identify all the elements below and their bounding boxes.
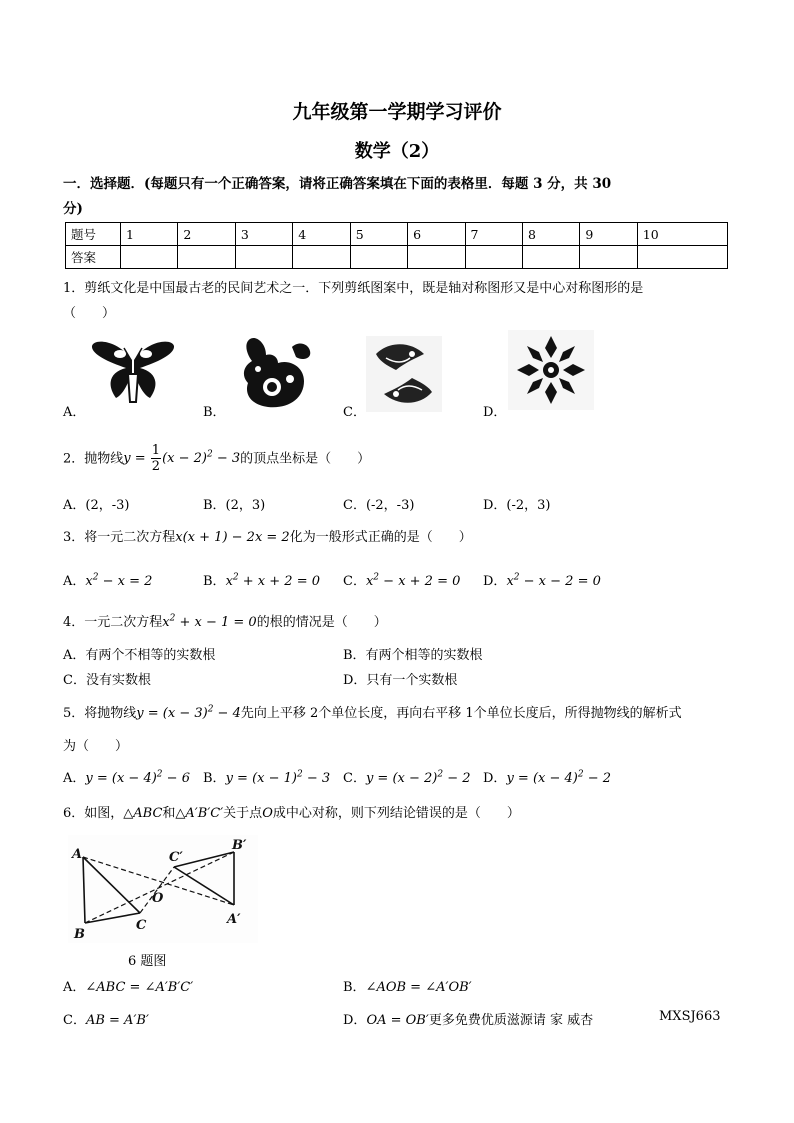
q6-option-d: D．OA = OB′更多免费优质滋源请 家 威杏	[343, 1013, 594, 1028]
number-cell: 7	[465, 223, 522, 246]
q5-stem	[63, 702, 682, 721]
rabbit-papercut-icon	[232, 333, 320, 413]
answer-row-label: 答案	[66, 246, 121, 269]
q1-option-b: B．	[203, 405, 226, 420]
number-row-label: 题号	[66, 223, 121, 246]
number-cell: 2	[178, 223, 235, 246]
answer-cell[interactable]	[408, 246, 465, 269]
q4-prefix: 4．一元二次方程	[63, 615, 163, 630]
q3-formula: x(x + 1) − 2x = 2	[175, 530, 290, 545]
answer-cell[interactable]	[580, 246, 637, 269]
q2-prefix: 2．抛物线	[63, 451, 124, 467]
q1-option-a: A．	[63, 405, 86, 420]
q4-option-c: C．没有实数根	[63, 673, 151, 688]
q3-option-c: C．$x^2 - x + 2 = 0$	[343, 572, 461, 589]
answer-cell[interactable]	[350, 246, 407, 269]
watermark-text: 更多免费优质滋源请 家 威杏	[428, 1013, 594, 1028]
page-subtitle: 数学（2）	[354, 141, 440, 162]
q5-prefix: 5．将抛物线	[63, 706, 137, 721]
answer-cell[interactable]	[293, 246, 350, 269]
q1-paren: （ ）	[63, 306, 116, 321]
number-cell: 9	[580, 223, 637, 246]
q2-stem	[63, 437, 370, 477]
number-cell: 3	[235, 223, 292, 246]
q5-formula: $y = (x - 3)^2 - 4$	[136, 704, 241, 721]
answer-cell[interactable]	[235, 246, 292, 269]
number-cell: 1	[121, 223, 178, 246]
q5-option-c: C．$y = (x - 2)^2 - 2$	[343, 769, 471, 786]
answer-table	[65, 222, 728, 269]
answer-cell[interactable]	[121, 246, 178, 269]
q4-formula: $x^2 + x - 1 = 0$	[162, 613, 257, 630]
fish-papercut-icon	[366, 336, 442, 412]
document-code: MXSJ663	[659, 1009, 721, 1024]
q5-option-d: D．$y = (x - 4)^2 - 2$	[483, 769, 612, 786]
section-heading-cont: 分)	[63, 201, 83, 217]
number-cell: 8	[522, 223, 579, 246]
number-cell: 5	[350, 223, 407, 246]
q3-option-b: B．$x^2 + x + 2 = 0$	[203, 572, 320, 589]
q6-stem: 6．如图，△ABC和△A′B′C′关于点O成中心对称，则下列结论错误的是（ ）	[63, 806, 520, 821]
q4-option-d: D．只有一个实数根	[343, 673, 458, 688]
q2-suffix: 的顶点坐标是（ ）	[240, 451, 371, 467]
number-cell: 4	[293, 223, 350, 246]
answer-table-number-row	[66, 223, 728, 246]
q5-stem-cont: 为（ ）	[63, 739, 129, 754]
q5-option-a: A．$y = (x - 4)^2 - 6$	[63, 769, 190, 786]
answer-table-answer-row	[66, 246, 728, 269]
svg-text:C′: C′	[169, 850, 183, 865]
q2-option-c: C．(-2，-3)	[343, 498, 415, 513]
q1-stem: 1．剪纸文化是中国最古老的民间艺术之一．下列剪纸图案中，既是轴对称图形又是中心对称图形的是	[63, 281, 644, 296]
q5-suffix: 先向上平移 2个单位长度，再向右平移 1个单位长度后，所得抛物线的解析式	[240, 706, 682, 721]
number-cell: 10	[637, 223, 727, 246]
snowflake-papercut-icon	[508, 330, 594, 410]
q3-prefix: 3．将一元二次方程	[63, 530, 176, 545]
q1-option-c: C．	[343, 405, 366, 420]
section-heading: 一．选择题．(每题只有一个正确答案，请将正确答案填在下面的表格里．每题 3 分，共 30	[63, 176, 612, 192]
svg-text:B′: B′	[232, 838, 247, 853]
svg-text:C: C	[136, 918, 147, 933]
q6-figure-caption: 6 题图	[128, 954, 167, 969]
number-cell: 6	[408, 223, 465, 246]
answer-cell[interactable]	[465, 246, 522, 269]
svg-text:B: B	[74, 927, 85, 942]
q6-option-b: B．∠AOB = ∠A′OB′	[343, 980, 472, 995]
q6-figure	[68, 835, 258, 943]
q6-option-a: A．∠ABC = ∠A′B′C′	[63, 980, 194, 995]
q3-option-d: D．$x^2 - x - 2 = 0$	[483, 572, 601, 589]
q1-option-d: D．	[483, 405, 507, 420]
q4-option-a: A．有两个不相等的实数根	[63, 648, 216, 663]
answer-cell[interactable]	[637, 246, 727, 269]
q5-option-b: B．$y = (x - 1)^2 - 3$	[203, 769, 331, 786]
q2-option-b: B．(2，3)	[203, 498, 266, 513]
q4-suffix: 的根的情况是（ ）	[256, 615, 387, 630]
q2-option-a: A．(2，-3)	[63, 498, 130, 513]
answer-cell[interactable]	[522, 246, 579, 269]
q3-stem	[63, 526, 472, 545]
q2-option-d: D．(-2，3)	[483, 498, 551, 513]
svg-text:A′: A′	[227, 912, 241, 927]
butterfly-papercut-icon	[88, 338, 178, 410]
answer-cell[interactable]	[178, 246, 235, 269]
q3-suffix: 化为一般形式正确的是（ ）	[289, 530, 472, 545]
q2-formula: y = $\frac{1}{2}$ $(x - 2)^2 - 3$	[123, 443, 241, 475]
svg-text:O: O	[152, 891, 164, 906]
q3-option-a: A．$x^2 - x = 2$	[63, 572, 153, 589]
page-title: 九年级第一学期学习评价	[292, 101, 502, 123]
q4-stem	[63, 611, 387, 630]
svg-text:A: A	[72, 847, 83, 862]
q6-option-c: C．AB = A′B′	[63, 1013, 149, 1028]
q4-option-b: B．有两个相等的实数根	[343, 648, 483, 663]
